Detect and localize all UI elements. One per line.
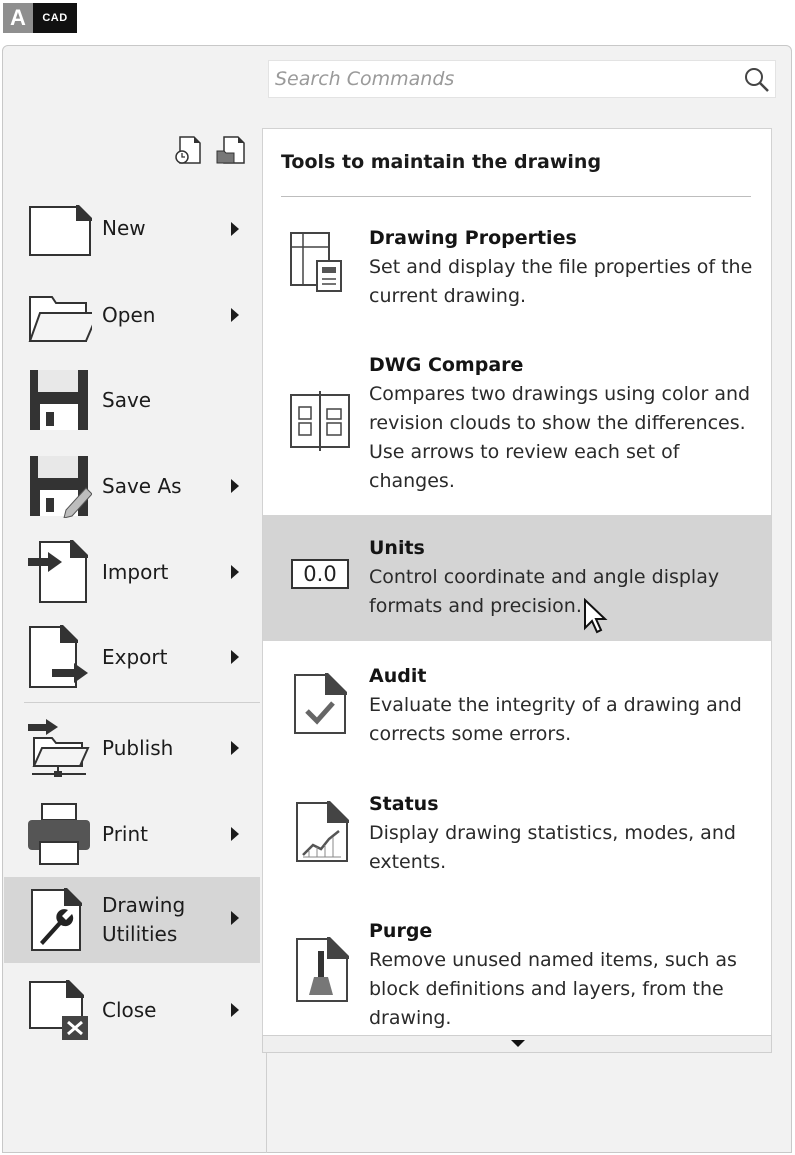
menu-label-new: New [102,216,146,240]
tool-name: Audit [369,665,427,687]
drawing-utilities-panel [262,128,772,1053]
tool-name: DWG Compare [369,354,524,376]
purge-icon [295,937,349,1003]
app-logo-text: CAD [33,3,77,33]
tool-purge[interactable] [263,915,771,1045]
tool-description: Display drawing statistics, modes, and extents. [369,822,736,873]
panel-divider-line [266,1053,267,1153]
search-input[interactable] [269,61,741,97]
menu-item-close[interactable] [4,978,260,1042]
menu-item-export[interactable] [4,625,260,689]
drawing-properties-icon [289,231,347,293]
search-icon[interactable] [743,66,771,94]
open-documents-icon[interactable] [214,133,248,167]
tool-description: Set and display the file properties of the current drawing. [369,256,753,307]
tool-description: Control coordinate and angle display formats and precision. [369,566,720,617]
menu-label-utilities: Utilities [102,922,178,946]
save-as-icon [26,454,92,518]
printer-icon [26,802,92,866]
submenu-arrow-icon [231,650,239,664]
tool-units[interactable] [263,515,771,641]
menu-label-save: Save [102,388,152,412]
app-logo-letter: A [3,3,33,33]
panel-title: Tools to maintain the drawing [281,151,602,173]
menu-label-publish: Publish [102,736,174,760]
close-file-icon [26,978,92,1042]
scroll-down-icon [511,1040,525,1047]
document-view-toggle [172,133,248,167]
tool-description: Evaluate the integrity of a drawing and corrects some errors. [369,694,742,745]
scroll-down-button[interactable] [262,1035,772,1053]
menu-divider [24,702,260,703]
menu-label-close: Close [102,998,157,1022]
submenu-arrow-icon [231,222,239,236]
open-folder-icon [26,283,92,347]
tool-description: Remove unused named items, such as block definitions and layers, from the drawing. [369,949,737,1029]
menu-label-save-as: Save As [102,474,182,498]
tool-drawing-properties[interactable] [263,217,771,327]
tool-name: Purge [369,920,433,942]
tool-dwg-compare[interactable] [263,347,771,507]
menu-label-open: Open [102,303,156,327]
panel-divider [281,196,751,197]
floppy-disk-icon [26,368,92,432]
tool-name: Status [369,793,439,815]
export-icon [26,625,92,689]
import-icon [26,540,92,604]
menu-item-print[interactable] [4,802,260,866]
recent-documents-icon[interactable] [172,133,206,167]
app-logo[interactable] [3,3,77,33]
menu-label-import: Import [102,560,169,584]
units-icon: 0.0 [291,559,349,589]
mouse-cursor-icon [583,598,609,636]
new-file-icon [26,197,92,261]
search-box[interactable] [268,60,776,98]
tool-name: Drawing Properties [369,227,577,249]
submenu-arrow-icon [231,827,239,841]
submenu-arrow-icon [231,911,239,925]
menu-item-drawing-utilities[interactable] [4,877,260,963]
submenu-arrow-icon [231,308,239,322]
tool-name: Units [369,537,425,559]
tool-description: Compares two drawings using color and revision clouds to show the differences. Use arrows to review each set of changes. [369,383,751,492]
menu-item-import[interactable] [4,540,260,604]
menu-item-save[interactable] [4,368,260,432]
menu-label-export: Export [102,645,168,669]
submenu-arrow-icon [231,479,239,493]
menu-item-new[interactable] [4,197,260,261]
menu-label-drawing: Drawing [102,893,186,917]
submenu-arrow-icon [231,565,239,579]
menu-label-print: Print [102,822,149,846]
menu-label-drawing-utilities [102,891,185,949]
audit-icon [293,673,347,735]
menu-item-save-as[interactable] [4,454,260,518]
menu-item-open[interactable] [4,283,260,347]
submenu-arrow-icon [231,741,239,755]
tool-status[interactable] [263,787,771,897]
submenu-arrow-icon [231,1003,239,1017]
wrench-icon [26,888,92,952]
tool-audit[interactable] [263,659,771,769]
menu-item-publish[interactable] [4,716,260,780]
dwg-compare-icon [289,391,351,451]
status-icon [295,801,349,863]
publish-icon [26,716,92,780]
